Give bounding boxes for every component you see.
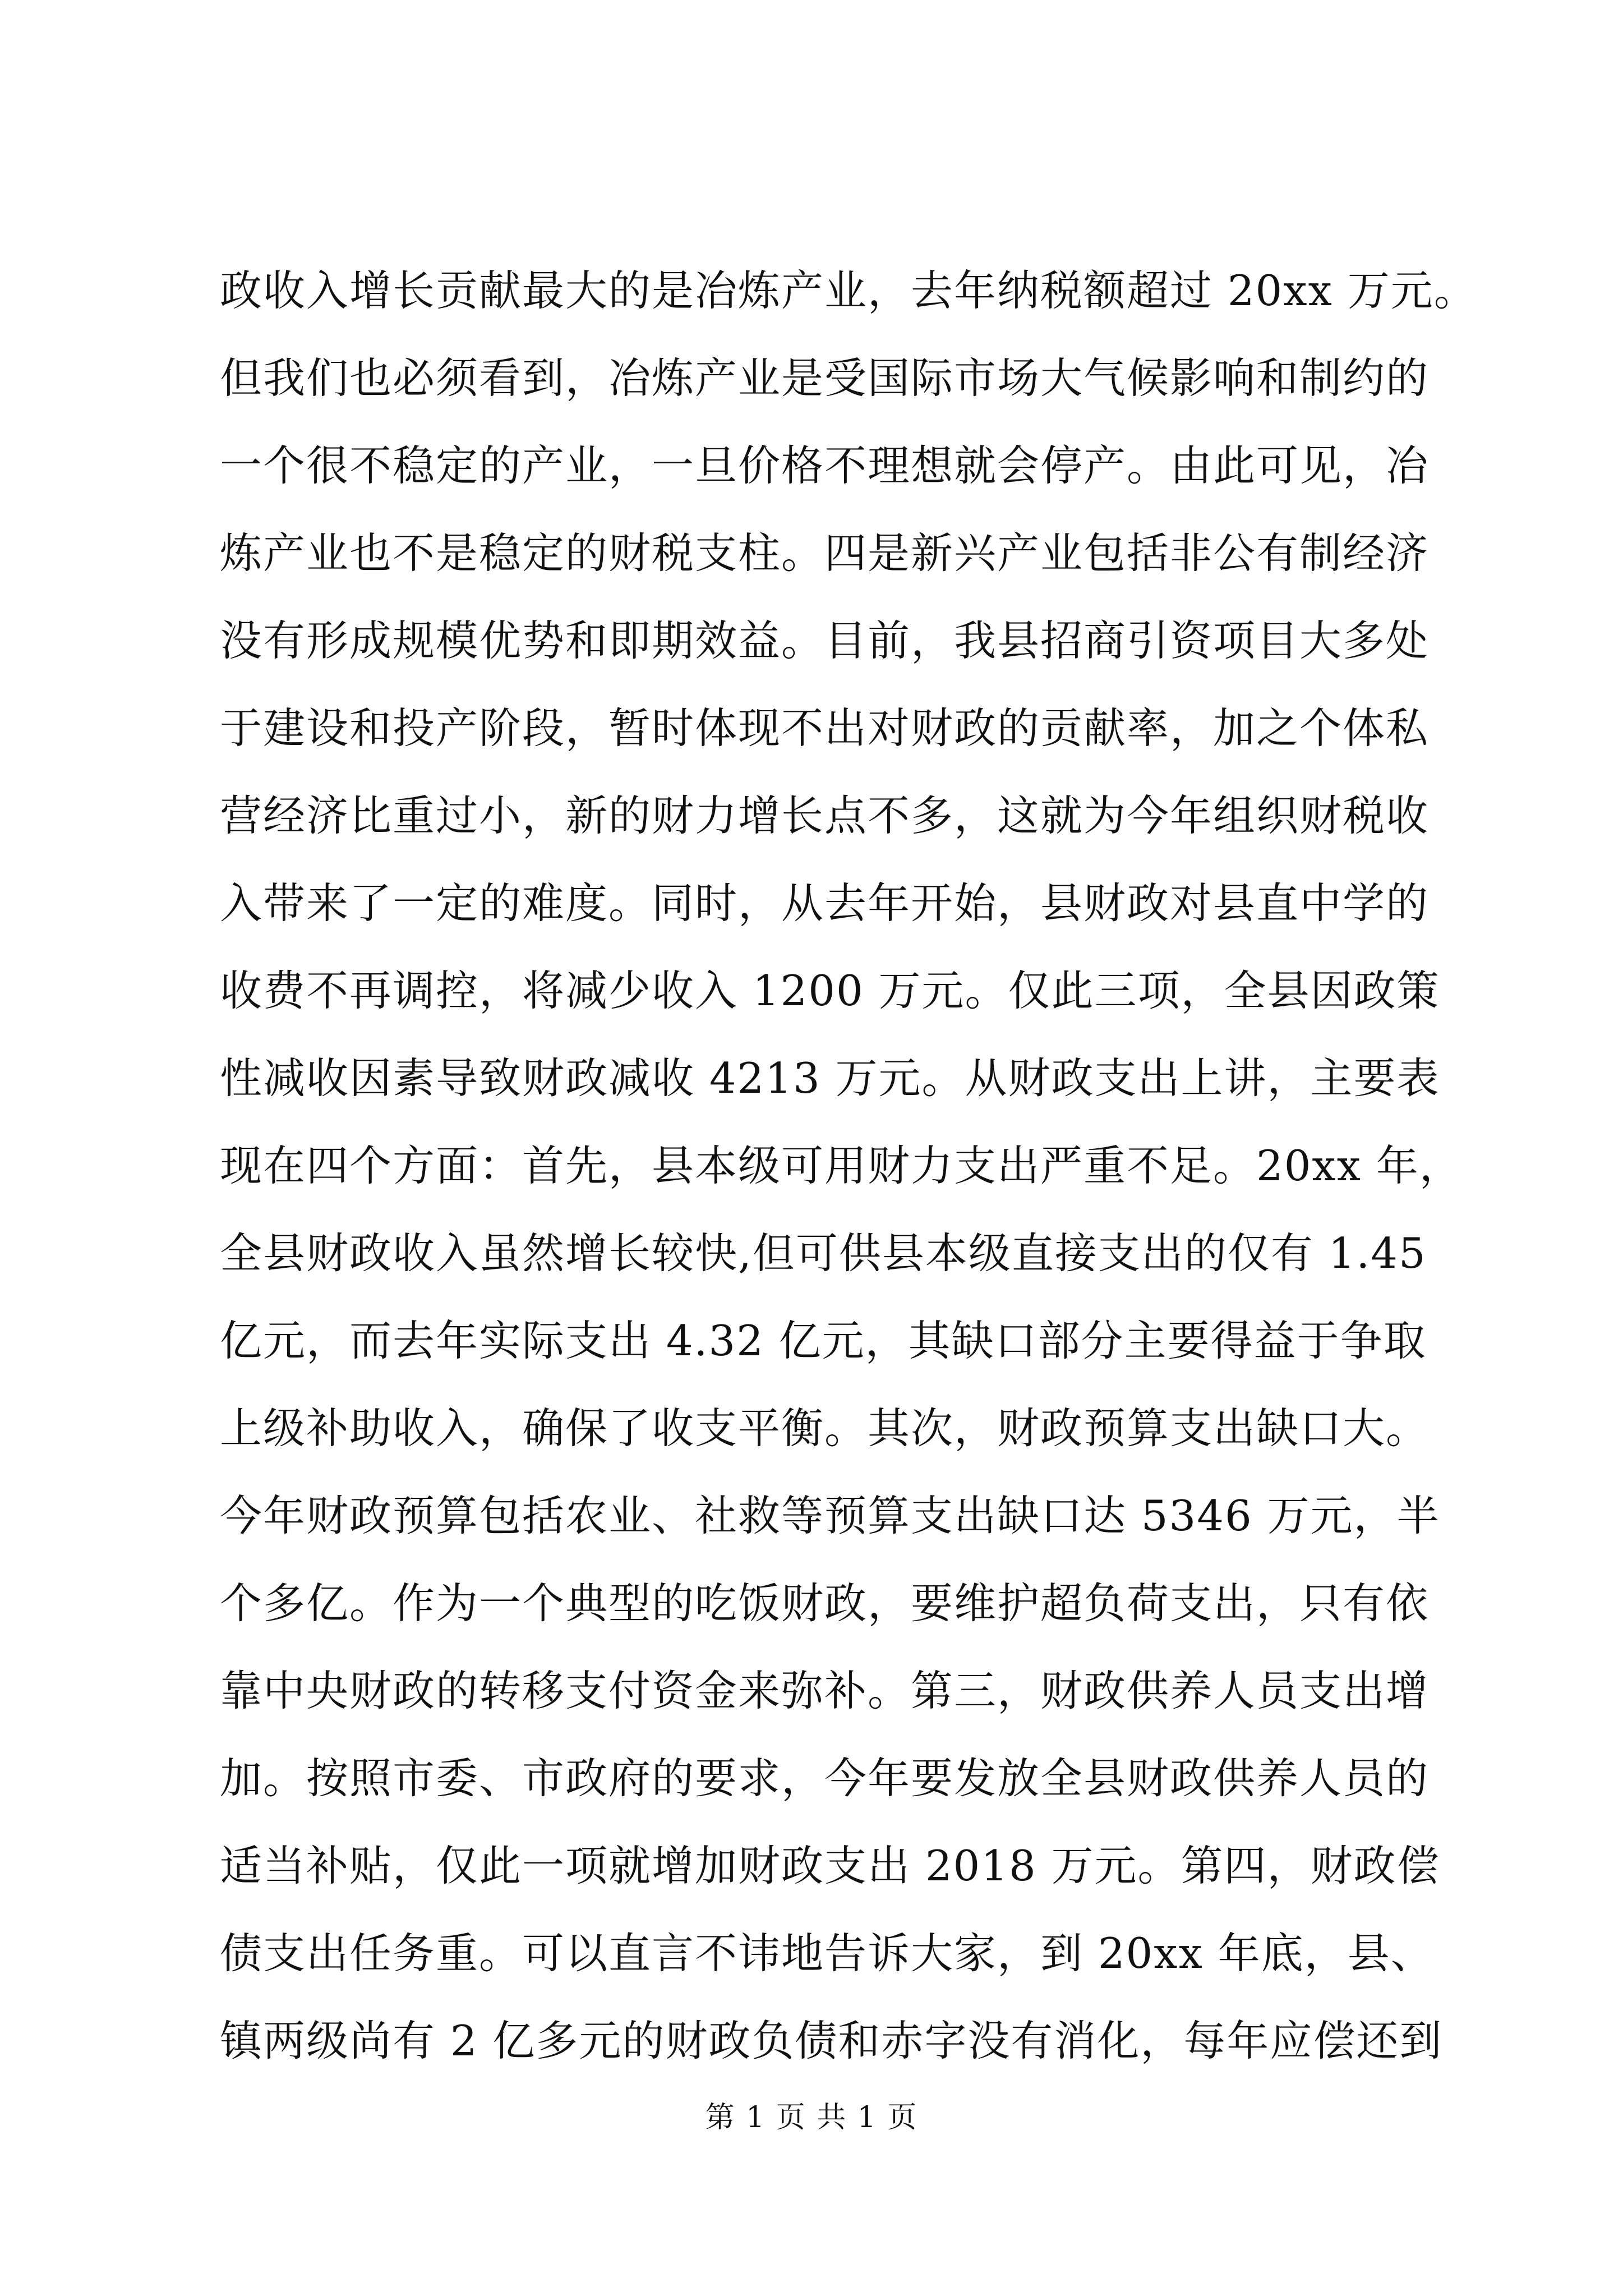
text-line: 适当补贴，仅此一项就增加财政支出 2018 万元。第四，财政偿: [220, 1841, 1440, 1890]
text-line: 收费不再调控，将减少收入 1200 万元。仅此三项，全县因政策: [220, 966, 1440, 1015]
page-number-label: 第 1 页 共 1 页: [705, 2101, 918, 2134]
text-line: 政收入增长贡献最大的是冶炼产业，去年纳税额超过 20xx 万元。: [220, 266, 1477, 315]
text-line: 但我们也必须看到，冶炼产业是受国际市场大气候影响和制约的: [220, 353, 1430, 403]
text-line: 个多亿。作为一个典型的吃饭财政，要维护超负荷支出，只有依: [220, 1579, 1430, 1628]
text-line: 加。按照市委、市政府的要求，今年要发放全县财政供养人员的: [220, 1754, 1430, 1803]
text-line: 今年财政预算包括农业、社救等预算支出缺口达 5346 万元，半: [220, 1491, 1440, 1540]
body-text: [220, 247, 1477, 2085]
text-line: 镇两级尚有 2 亿多元的财政负债和赤字没有消化，每年应偿还到: [220, 2016, 1443, 2065]
text-line: 靠中央财政的转移支付资金来弥补。第三，财政供养人员支出增: [220, 1666, 1430, 1715]
text-line: 亿元，而去年实际支出 4.32 亿元，其缺口部分主要得益于争取: [220, 1316, 1427, 1365]
text-line: 于建设和投产阶段，暂时体现不出对财政的贡献率，加之个体私: [220, 703, 1430, 753]
text-line: 全县财政收入虽然增长较快,但可供县本级直接支出的仅有 1.45: [220, 1228, 1427, 1278]
text-line: 炼产业也不是稳定的财税支柱。四是新兴产业包括非公有制经济: [220, 528, 1430, 578]
text-line: 营经济比重过小，新的财力增长点不多，这就为今年组织财税收: [220, 791, 1430, 840]
text-line: 性减收因素导致财政减收 4213 万元。从财政支出上讲，主要表: [220, 1053, 1440, 1103]
text-line: 入带来了一定的难度。同时，从去年开始，县财政对县直中学的: [220, 878, 1430, 928]
text-line: 上级补助收入，确保了收支平衡。其次，财政预算支出缺口大。: [220, 1404, 1430, 1453]
text-line: 债支出任务重。可以直言不讳地告诉大家，到 20xx 年底，县、: [220, 1929, 1434, 1978]
page-footer: [0, 2098, 1623, 2137]
text-line: 没有形成规模优势和即期效益。目前，我县招商引资项目大多处: [220, 616, 1430, 665]
text-line: 一个很不稳定的产业，一旦价格不理想就会停产。由此可见，冶: [220, 441, 1430, 490]
text-line: 现在四个方面：首先，县本级可用财力支出严重不足。20xx 年，: [220, 1141, 1463, 1190]
